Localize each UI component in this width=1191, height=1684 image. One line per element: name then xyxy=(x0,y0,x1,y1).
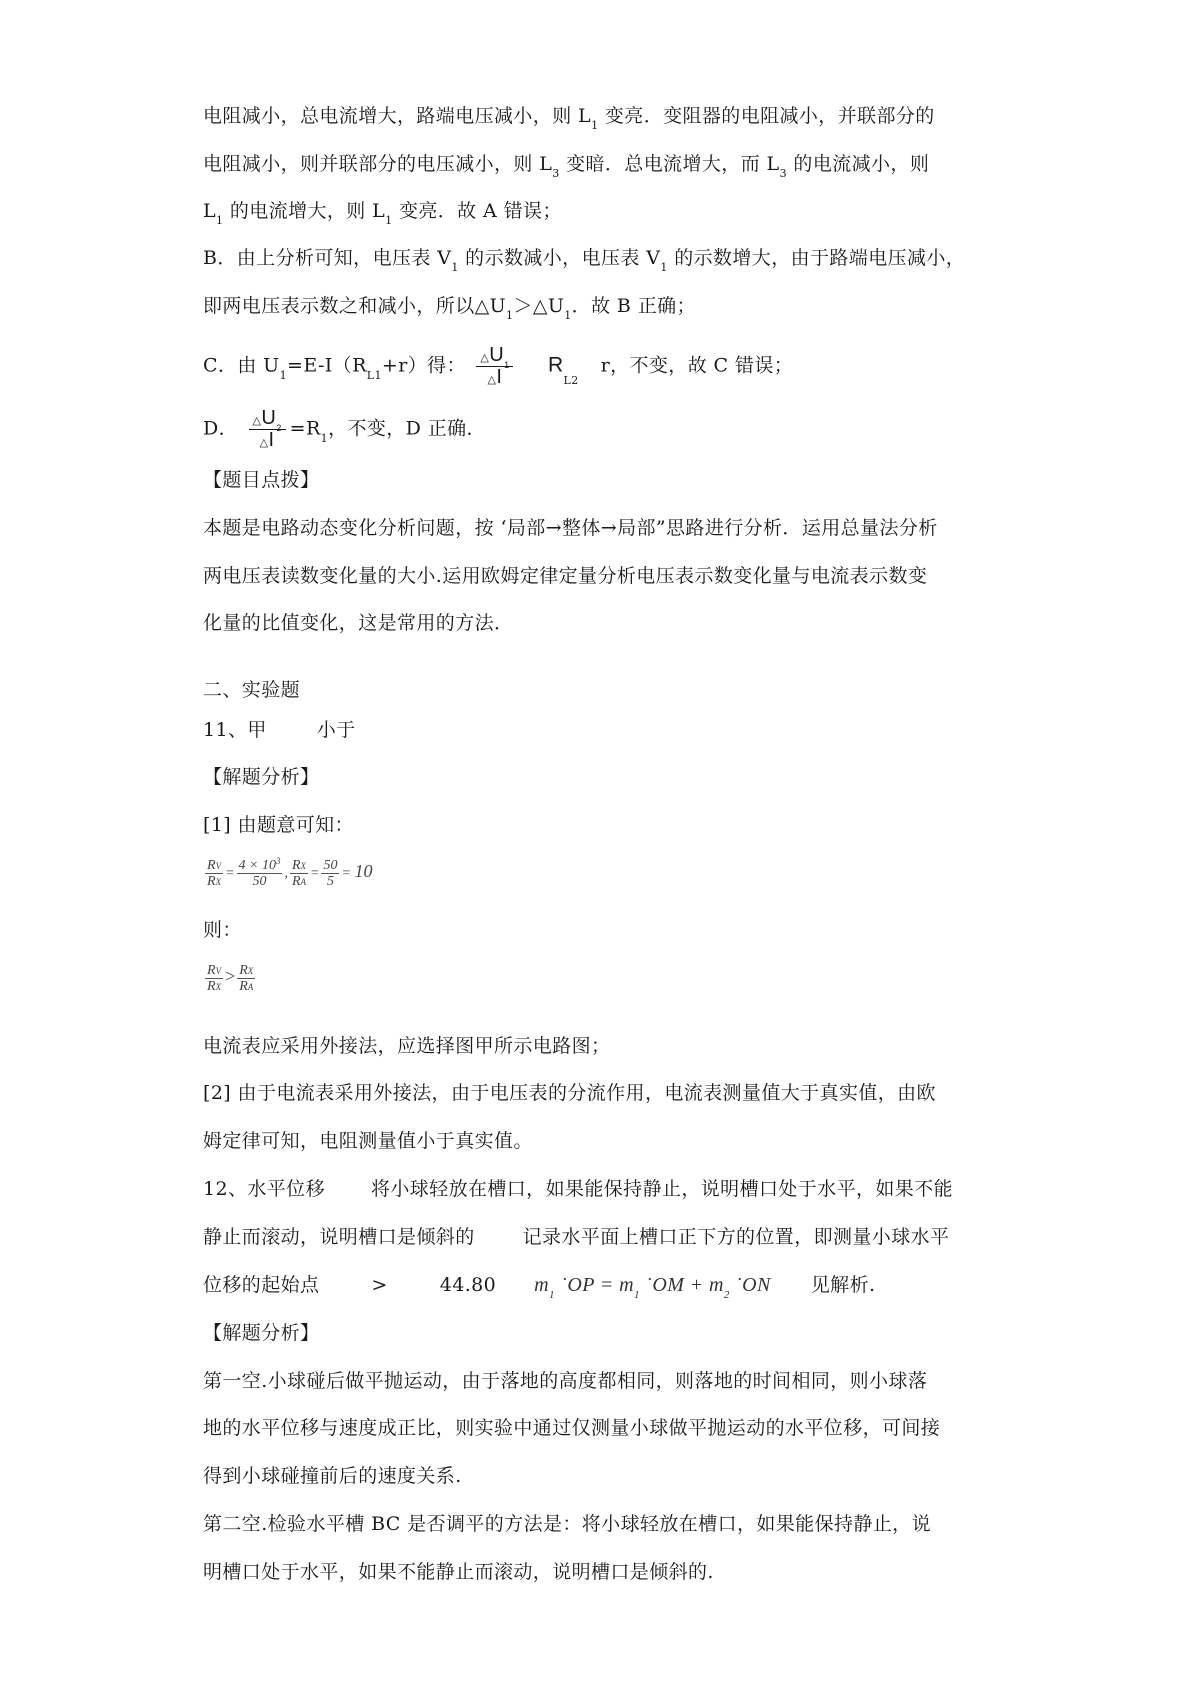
text-line: 位移的起始点 > 44.80 $m_1$ ˙OP = $m_1$ ˙OM + $m_2$ ˙ON 见解析. xyxy=(203,1274,876,1301)
text-line: 第二空.检验水平槽 BC 是否调平的方法是：将小球轻放在槽口，如果能保持静止，说 xyxy=(203,1513,931,1535)
text-line: $L_1$ 的电流增大，则 $L_1$ 变亮．故 A 错误； xyxy=(203,200,562,227)
formula-image-compare: $\frac{RV}{RX}$ > $\frac{RX}{RA}$ xyxy=(207,963,254,995)
analysis-heading: 【解题分析】 xyxy=(203,766,320,788)
text-line: 电阻减小，总电流增大，路端电压减小，则 $L_1$ 变亮．变阻器的电阻减小，并联部分的 xyxy=(203,105,935,132)
text-line: 即两电压表示数之和减小，所以$\triangle U_1>\triangle U_1$．故 B 正确； xyxy=(203,295,696,322)
delta-fraction: $\frac{\triangle U_1}{\triangle I}$ xyxy=(476,345,513,388)
text-line: 明槽口处于水平，如果不能静止而滚动，说明槽口是倾斜的. xyxy=(203,1561,714,1583)
text-line: 电阻减小，则并联部分的电压减小，则 $L_3$ 变暗．总电流增大，而 $L_3$ 的电流减小，则 xyxy=(203,153,930,180)
text-line: C．由 $U_1=E-I(R_{L1}+r)$得： $\frac{\triangle U_1}{\triangle I}$ $R_{L2}r$，不变，故 C 错误； xyxy=(203,344,794,388)
text-line: 电流表应采用外接法，应选择图甲所示电路图； xyxy=(203,1035,611,1057)
text-line: [1] 由题意可知： xyxy=(203,814,354,836)
analysis-heading: 【解题分析】 xyxy=(203,1322,320,1344)
text-line: 两电压表读数变化量的大小.运用欧姆定律定量分析电压表示数变化量与电流表示数变 xyxy=(203,565,928,587)
text-line: 静止而滚动，说明槽口是倾斜的 记录水平面上槽口正下方的位置，即测量小球水平 xyxy=(203,1226,950,1248)
text-line: 得到小球碰撞前后的速度关系. xyxy=(203,1465,462,1487)
text-line: D． $\frac{\triangle U_2}{\triangle I}$ $=R_1$，不变，D 正确． xyxy=(203,407,486,451)
text-line: [2] 由于电流表采用外接法，由于电压表的分流作用，电流表测量值大于真实值，由欧 xyxy=(203,1082,936,1104)
text-line: 化量的比值变化，这是常用的方法． xyxy=(203,612,514,634)
section-heading: 【题目点拨】 xyxy=(203,469,320,491)
delta-fraction: $\frac{\triangle U_2}{\triangle I}$ xyxy=(249,408,286,451)
formula-image-ratio: $\frac{RV}{RX}$ = $\frac{4 \times 10^3}{50}$ , $\frac{RX}{RA}$ = $\frac{50}{5}$ = 10 xyxy=(207,856,373,890)
text-line: B．由上分析可知，电压表 $V_1$ 的示数减小，电压表 $V_1$ 的示数增大，由于路端电压减小， xyxy=(203,247,966,274)
text-line: 姆定律可知，电阻测量值小于真实值。 xyxy=(203,1130,533,1152)
question-11-answer: 11、甲 小于 xyxy=(203,719,356,741)
question-12-answer: 12、水平位移 将小球轻放在槽口，如果能保持静止，说明槽口处于水平，如果不能 xyxy=(203,1178,953,1200)
text-line: 第一空.小球碰后做平抛运动，由于落地的高度都相同，则落地的时间相同，则小球落 xyxy=(203,1370,928,1392)
text-line: 则： xyxy=(203,919,242,941)
section-title: 二、实验题 xyxy=(203,679,301,701)
text-line: 本题是电路动态变化分析问题，按 ‘局部→整体→局部”思路进行分析．运用总量法分析 xyxy=(203,517,938,539)
text-line: 地的水平位移与速度成正比，则实验中通过仅测量小球做平抛运动的水平位移，可间接 xyxy=(203,1417,941,1439)
momentum-equation: $m_1$ ˙OP = $m_1$ ˙OM + $m_2$ ˙ON xyxy=(534,1274,771,1301)
